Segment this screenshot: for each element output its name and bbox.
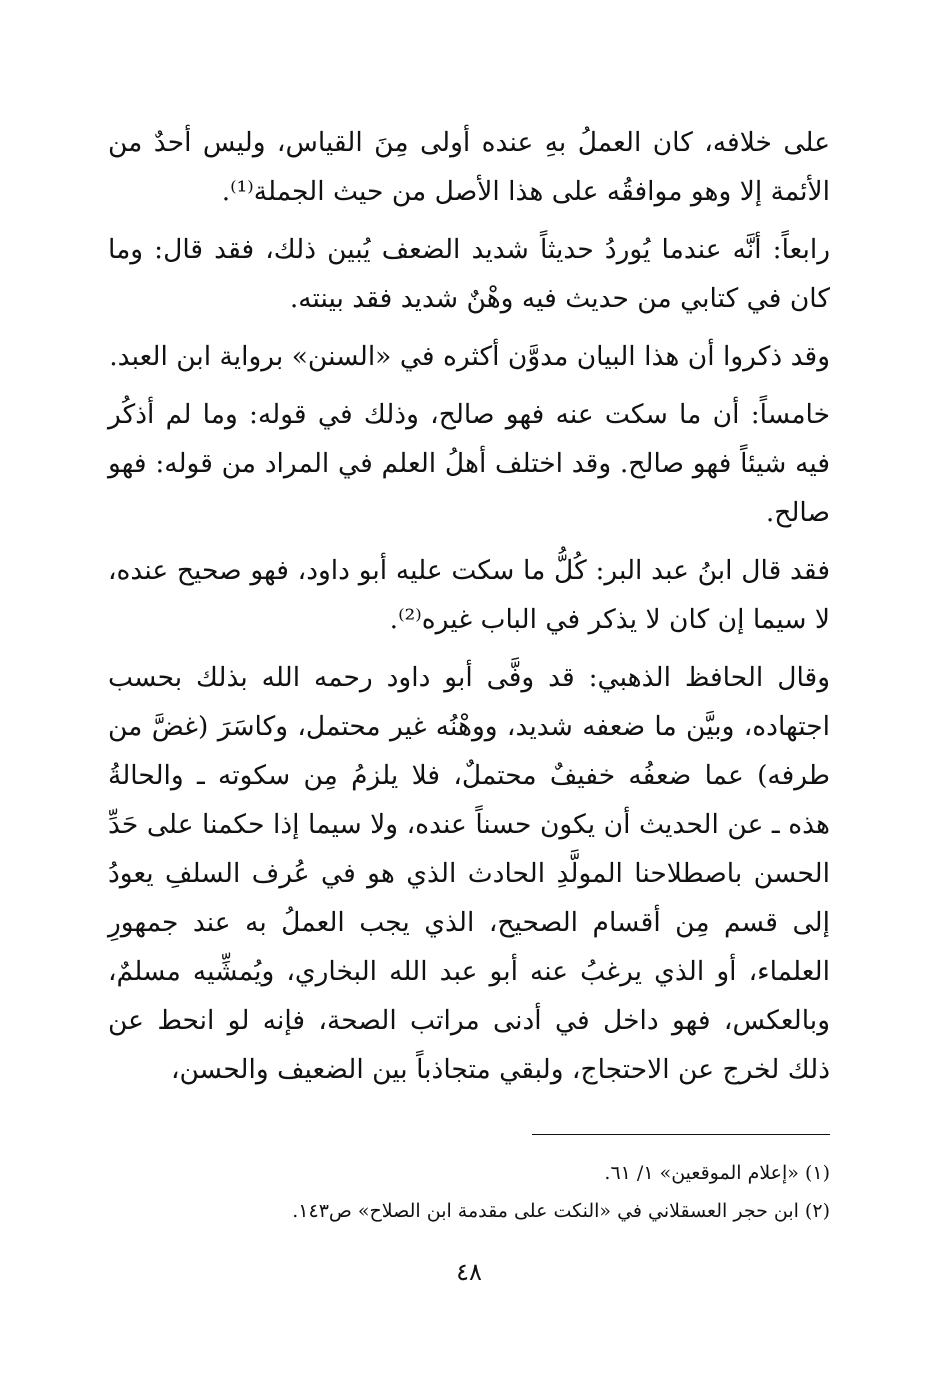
paragraph-4: خامساً: أن ما سكت عنه فهو صالح، وذلك في قوله: وما لم أذكُر فيه شيئاً فهو صالح. وقد اختلف أهلُ العلم في المراد من قوله: فهو صالح. [108, 399, 830, 528]
paragraph-1: على خلافه، كان العملُ بهِ عنده أولى مِنَ القياس، وليس أحدٌ من الأئمة إلا وهو موافقُه على هذا الأصل من حيث الجملة⁽¹⁾. [108, 127, 830, 207]
footnote-1: (١) «إعلام الموقعين» ١/ ٦١. [604, 1162, 830, 1184]
paragraph-2: رابعاً: أنَّه عندما يُوردُ حديثاً شديد الضعف يُبين ذلك، فقد قال: وما كان في كتابي من حديث فيه وهْنٌ شديد فقد بينته. [108, 234, 830, 314]
paragraph-5: فقد قال ابنُ عبد البر: كُلُّ ما سكت عليه أبو داود، فهو صحيح عنده، لا سيما إن كان لا يذكر في الباب غيره⁽²⁾. [108, 555, 830, 635]
main-text [108, 118, 830, 1103]
paragraph-6: وقال الحافظ الذهبي: قد وفَّى أبو داود رحمه الله بذلك بحسب اجتهاده، وبيَّن ما ضعفه شديد، ووهْنُه غير محتمل، وكاسَرَ (غضَّ من طرفه) عما ضعفُه خفيفٌ محتملٌ، فلا يلزمُ مِن سكوته ـ والحالةُ هذه ـ عن الحديث أن يكون حسناً عنده، ولا سيما إذا حكمنا على حَدِّ الحسن باصطلاحنا المولَّدِ الحادث الذي هو في عُرف السلفِ يعودُ إلى قسم مِن أقسام الصحيح، الذي يجب العملُ به عند جمهورِ العلماء، أو الذي يرغبُ عنه أبو عبد الله البخاري، ويُمشِّيه مسلمٌ، وبالعكس، فهو داخل في أدنى مراتب الصحة، فإنه لو انحط عن ذلك لخرج عن الاحتجاج، ولبقي متجاذباً بين الضعيف والحسن، [108, 662, 830, 1085]
footnotes [108, 1154, 830, 1230]
footnote-2: (٢) ابن حجر العسقلاني في «النكت على مقدمة ابن الصلاح» ص١٤٣. [292, 1200, 830, 1222]
paragraph-3: وقد ذكروا أن هذا البيان مدوَّن أكثره في «السنن» برواية ابن العبد. [109, 341, 830, 372]
page-number: ٤٨ [456, 1258, 482, 1286]
footnote-divider [532, 1134, 830, 1135]
